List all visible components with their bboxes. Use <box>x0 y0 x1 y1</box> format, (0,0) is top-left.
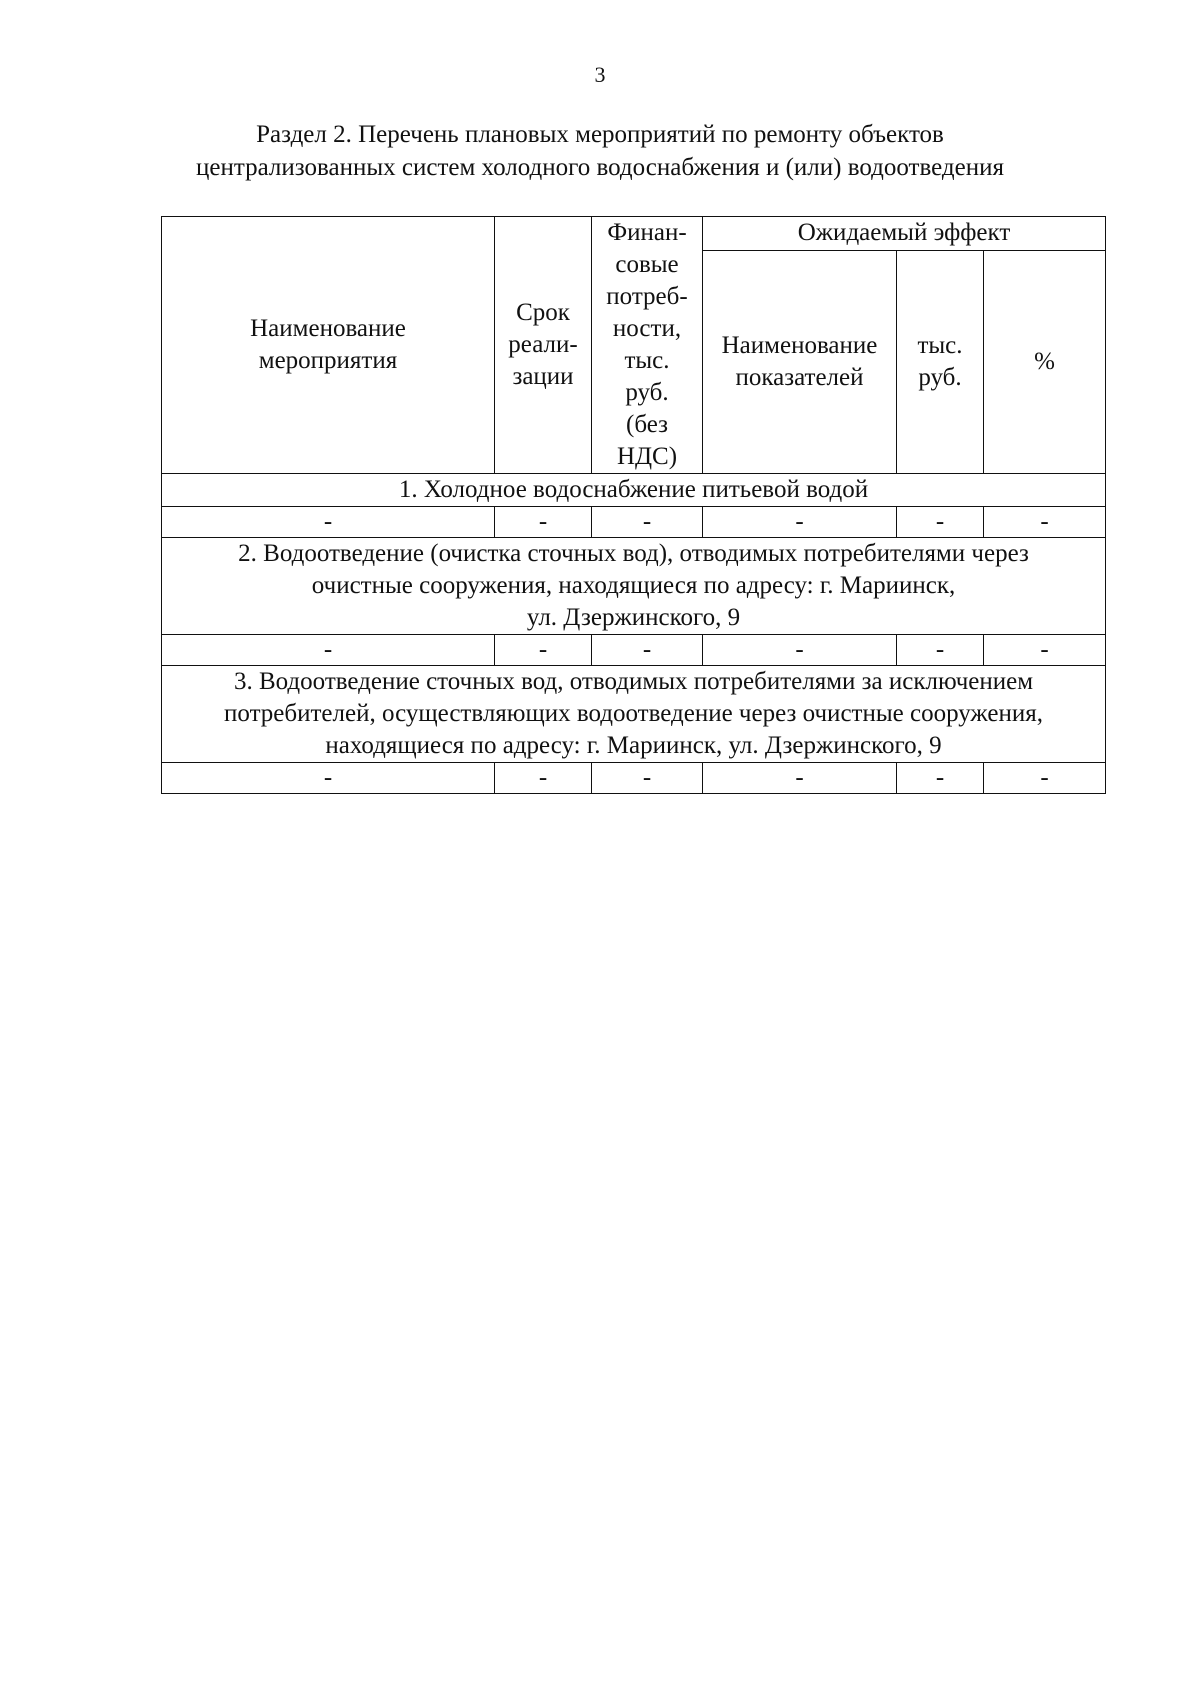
page-number: 3 <box>594 62 606 87</box>
header-term: Срок реали- зации <box>495 217 592 474</box>
table-cell: - <box>984 763 1106 794</box>
table-cell: - <box>984 635 1106 666</box>
table-cell: - <box>495 763 592 794</box>
header-measure-name: Наименование мероприятия <box>162 217 495 474</box>
table-row <box>162 763 1106 794</box>
section-title <box>100 118 1100 184</box>
section-title-line: Раздел 2. Перечень плановых мероприятий по ремонту объектов <box>256 121 944 148</box>
section-heading: 3. Водоотведение сточных вод, отводимых потребителями за исключением потребителей, осуществляющих водоотведение через очистные сооружения, находящиеся по адресу: г. Мариинск, ул. Дзержинского, 9 <box>162 666 1106 763</box>
table-cell: - <box>162 507 495 538</box>
table-cell: - <box>495 507 592 538</box>
table-cell: - <box>162 763 495 794</box>
section-heading: 2. Водоотведение (очистка сточных вод), отводимых потребителями через очистные сооружения, находящиеся по адресу: г. Мариинск, ул. Дзержинского, 9 <box>162 538 1106 635</box>
table-cell: - <box>592 763 703 794</box>
table-row <box>162 635 1106 666</box>
header-thousand-rub: тыс. руб. <box>897 250 984 473</box>
header-expected-effect: Ожидаемый эффект <box>703 217 1106 251</box>
table-cell: - <box>592 507 703 538</box>
section-title-line: централизованных систем холодного водоснабжения и (или) водоотведения <box>196 154 1004 181</box>
table-cell: - <box>162 635 495 666</box>
header-indicators-name: Наименование показателей <box>703 250 897 473</box>
section-heading: 1. Холодное водоснабжение питьевой водой <box>162 474 1106 507</box>
planned-measures-table <box>161 216 1106 794</box>
table-cell: - <box>703 507 897 538</box>
table-row <box>162 507 1106 538</box>
table-cell: - <box>897 763 984 794</box>
header-financial-needs: Финан- совые потреб- ности, тыс. руб. (без НДС) <box>592 217 703 474</box>
header-percent: % <box>984 250 1106 473</box>
table-cell: - <box>703 763 897 794</box>
table-cell: - <box>984 507 1106 538</box>
table-cell: - <box>495 635 592 666</box>
table-cell: - <box>897 635 984 666</box>
table-cell: - <box>703 635 897 666</box>
table-cell: - <box>592 635 703 666</box>
table-cell: - <box>897 507 984 538</box>
